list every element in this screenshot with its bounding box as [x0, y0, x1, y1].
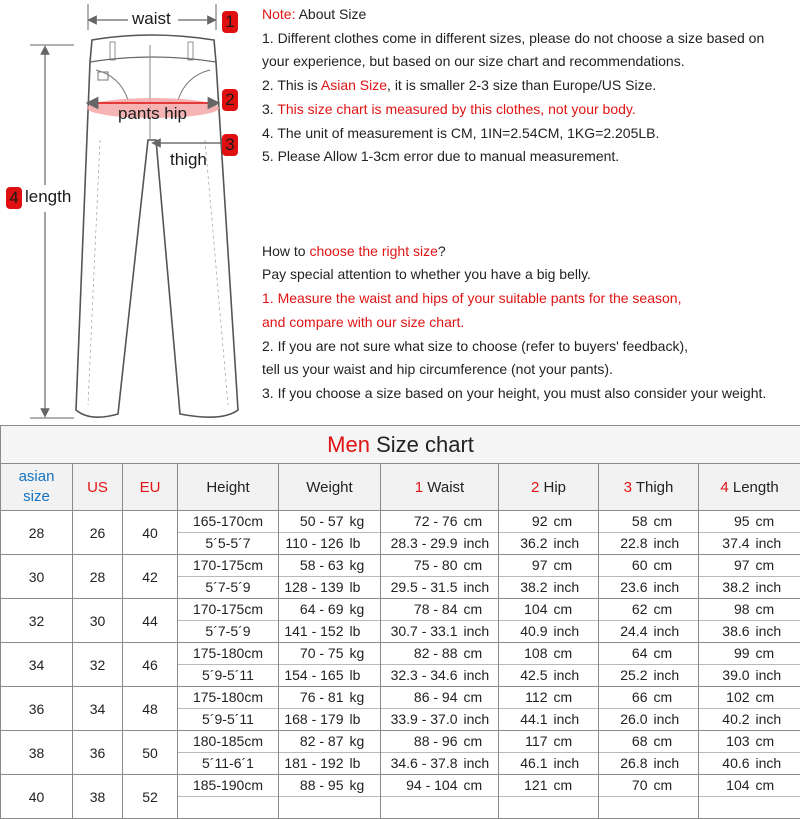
hip-cell [499, 643, 599, 687]
weight-cell-metric-value: 88 - 95 [282, 775, 344, 796]
table-title [1, 426, 800, 464]
hip-cell [499, 555, 599, 599]
us-size-cell: 26 [73, 511, 123, 555]
table-row [1, 731, 800, 775]
height-cm: 175-180cm [178, 643, 278, 664]
length-cell-imperial-unit [750, 797, 790, 818]
us-size-cell: 34 [73, 687, 123, 731]
length-cell-imperial-unit: inch [750, 709, 790, 730]
length-cell-metric-value: 97 [710, 555, 750, 576]
height-cm: 165-170cm [178, 511, 278, 532]
waist-cell-imperial-unit: inch [458, 577, 498, 598]
length-cell-imperial-value: 38.6 [710, 621, 750, 642]
weight-cell-imperial-value [282, 797, 344, 818]
title-men: Men [327, 432, 370, 457]
weight-cell-metric-value: 82 - 87 [282, 731, 344, 752]
waist-cell-imperial-value: 29.5 - 31.5 [382, 577, 458, 598]
hip-cell-metric-value: 121 [510, 775, 548, 796]
waist-cell [381, 687, 499, 731]
length-cell-metric-unit: cm [750, 599, 790, 620]
thigh-number-badge: 3 [222, 134, 238, 156]
thigh-cell-metric-unit: cm [648, 643, 688, 664]
weight-cell-metric-value: 58 - 63 [282, 555, 344, 576]
note-line-1: 1. Different clothes come in different sizes, please do not choose a size based on [262, 28, 764, 48]
table-row [1, 775, 800, 819]
thigh-cell-metric-unit: cm [648, 555, 688, 576]
thigh-cell-metric-value: 62 [610, 599, 648, 620]
height-cell [178, 775, 279, 819]
hip-cell-metric-unit: cm [548, 687, 588, 708]
thigh-cell-metric-value: 68 [610, 731, 648, 752]
us-size-cell: 30 [73, 599, 123, 643]
weight-cell-metric-unit: kg [344, 687, 378, 708]
header-hip [499, 464, 599, 511]
asian-size-cell: 30 [1, 555, 73, 599]
thigh-cell-imperial-unit: inch [648, 709, 688, 730]
weight-cell-imperial-unit: lb [344, 665, 378, 686]
waist-cell-metric-value: 86 - 94 [382, 687, 458, 708]
header-weight: Weight [279, 464, 381, 511]
hip-cell-imperial-value: 40.9 [510, 621, 548, 642]
thigh-cell-metric-value: 70 [610, 775, 648, 796]
hip-cell [499, 511, 599, 555]
asian-size-cell: 40 [1, 775, 73, 819]
waist-cell-metric-value: 72 - 76 [382, 511, 458, 532]
length-cell-metric-unit: cm [750, 643, 790, 664]
weight-cell-metric-value: 50 - 57 [282, 511, 344, 532]
asian-size-cell: 32 [1, 599, 73, 643]
table-body [1, 511, 800, 819]
hip-cell-imperial-unit: inch [548, 753, 588, 774]
howto-line-2-cont: tell us your waist and hip circumference (not your pants). [262, 359, 613, 379]
hip-cell-imperial-unit: inch [548, 533, 588, 554]
header-number: 4 [720, 479, 728, 496]
thigh-cell [599, 511, 699, 555]
thigh-cell-imperial-unit: inch [648, 577, 688, 598]
weight-cell-imperial-value: 141 - 152 [282, 621, 344, 642]
header-height: Height [178, 464, 279, 511]
height-cell [178, 731, 279, 775]
waist-cell-metric-unit: cm [458, 775, 498, 796]
waist-cell-imperial-unit: inch [458, 533, 498, 554]
howto-line-1-cont: and compare with our size chart. [262, 312, 464, 332]
height-cm: 175-180cm [178, 687, 278, 708]
height-ft: 5´5-5´7 [178, 532, 278, 554]
eu-size-cell: 50 [123, 731, 178, 775]
thigh-cell-metric-value: 64 [610, 643, 648, 664]
howto-heading [262, 241, 446, 261]
note-heading [262, 4, 366, 24]
height-cell [178, 599, 279, 643]
waist-cell [381, 555, 499, 599]
height-ft: 5´11-6´1 [178, 752, 278, 774]
pants-hip-label: pants hip [118, 104, 187, 124]
thigh-cell [599, 687, 699, 731]
thigh-cell-metric-value: 60 [610, 555, 648, 576]
thigh-cell-metric-value: 66 [610, 687, 648, 708]
hip-cell-metric-unit: cm [548, 643, 588, 664]
eu-size-cell: 42 [123, 555, 178, 599]
header-eu: EU [123, 464, 178, 511]
thigh-cell-imperial-value: 26.8 [610, 753, 648, 774]
hip-cell-imperial-unit: inch [548, 665, 588, 686]
weight-cell-imperial-value: 154 - 165 [282, 665, 344, 686]
note-line-3 [262, 99, 636, 119]
weight-cell-imperial-value: 128 - 139 [282, 577, 344, 598]
header-text: Hip [539, 479, 566, 496]
thigh-cell-imperial-value: 25.2 [610, 665, 648, 686]
height-cm: 180-185cm [178, 731, 278, 752]
waist-label: waist [132, 9, 171, 29]
weight-cell [279, 511, 381, 555]
note-line-2 [262, 75, 656, 95]
weight-cell-imperial-unit: lb [344, 533, 378, 554]
waist-cell-metric-value: 78 - 84 [382, 599, 458, 620]
length-cell [699, 731, 800, 775]
length-cell-metric-value: 104 [710, 775, 750, 796]
thigh-cell-metric-unit: cm [648, 687, 688, 708]
weight-cell-imperial-value: 168 - 179 [282, 709, 344, 730]
weight-cell [279, 775, 381, 819]
length-cell-imperial-value: 40.6 [710, 753, 750, 774]
eu-size-cell: 44 [123, 599, 178, 643]
thigh-cell-metric-unit: cm [648, 731, 688, 752]
height-ft: 5´7-5´9 [178, 576, 278, 598]
thigh-cell-metric-unit: cm [648, 599, 688, 620]
length-cell-metric-unit: cm [750, 687, 790, 708]
hip-cell [499, 731, 599, 775]
title-size-chart: Size chart [370, 432, 474, 457]
height-cell [178, 555, 279, 599]
weight-cell-imperial-value: 181 - 192 [282, 753, 344, 774]
note-line-5: 5. Please Allow 1-3cm error due to manual measurement. [262, 146, 619, 166]
header-number: 2 [531, 479, 539, 496]
thigh-cell-imperial-unit: inch [648, 533, 688, 554]
weight-cell-metric-unit: kg [344, 599, 378, 620]
measured-by-clothes-highlight: This size chart is measured by this clothes, not your body. [277, 101, 635, 117]
thigh-cell-imperial-unit: inch [648, 621, 688, 642]
us-size-cell: 28 [73, 555, 123, 599]
hip-cell-imperial-unit: inch [548, 577, 588, 598]
thigh-cell-metric-unit: cm [648, 511, 688, 532]
length-cell-imperial-value [710, 797, 750, 818]
weight-cell-metric-unit: kg [344, 775, 378, 796]
waist-cell-metric-value: 75 - 80 [382, 555, 458, 576]
thigh-cell-imperial-unit [648, 797, 688, 818]
length-number-badge: 4 [6, 187, 22, 209]
length-cell-imperial-value: 38.2 [710, 577, 750, 598]
waist-cell-imperial-unit: inch [458, 753, 498, 774]
weight-cell-imperial-unit [344, 797, 378, 818]
eu-size-cell: 46 [123, 643, 178, 687]
waist-cell-imperial-unit: inch [458, 621, 498, 642]
hip-cell [499, 775, 599, 819]
height-cell [178, 643, 279, 687]
hip-cell-metric-value: 97 [510, 555, 548, 576]
thigh-cell-imperial-value: 26.0 [610, 709, 648, 730]
header-text: size [23, 488, 50, 505]
header-number: 1 [415, 479, 423, 496]
note-text: ? [438, 243, 446, 259]
pants-measurement-diagram [0, 0, 255, 425]
header-text: asian [19, 468, 55, 485]
us-size-cell: 36 [73, 731, 123, 775]
header-waist [381, 464, 499, 511]
us-size-cell: 32 [73, 643, 123, 687]
hip-cell-metric-value: 104 [510, 599, 548, 620]
hip-cell-imperial-value: 46.1 [510, 753, 548, 774]
thigh-cell-metric-value: 58 [610, 511, 648, 532]
waist-cell [381, 511, 499, 555]
length-cell-metric-unit: cm [750, 731, 790, 752]
length-cell-imperial-value: 37.4 [710, 533, 750, 554]
hip-cell-metric-unit: cm [548, 511, 588, 532]
note-line-1-cont: your experience, but based on our size chart and recommendations. [262, 51, 685, 71]
weight-cell-metric-value: 64 - 69 [282, 599, 344, 620]
header-number: 3 [624, 479, 632, 496]
waist-cell-metric-unit: cm [458, 643, 498, 664]
us-size-cell: 38 [73, 775, 123, 819]
length-label: length [25, 187, 71, 207]
weight-cell-imperial-unit: lb [344, 709, 378, 730]
length-cell-metric-unit: cm [750, 511, 790, 532]
waist-cell-imperial-value: 34.6 - 37.8 [382, 753, 458, 774]
hip-cell [499, 687, 599, 731]
hip-cell-imperial-unit: inch [548, 709, 588, 730]
height-cell [178, 511, 279, 555]
length-cell-metric-unit: cm [750, 775, 790, 796]
hip-cell-imperial-value [510, 797, 548, 818]
waist-cell-metric-unit: cm [458, 731, 498, 752]
weight-cell-imperial-unit: lb [344, 753, 378, 774]
header-text: Thigh [632, 479, 673, 496]
note-text: How to [262, 243, 309, 259]
note-label: Note: [262, 6, 295, 22]
waist-cell [381, 599, 499, 643]
length-cell-metric-value: 99 [710, 643, 750, 664]
height-ft [178, 796, 278, 818]
hip-cell-imperial-value: 36.2 [510, 533, 548, 554]
length-cell [699, 687, 800, 731]
waist-cell-imperial-value [382, 797, 458, 818]
waist-cell [381, 643, 499, 687]
length-cell-metric-value: 95 [710, 511, 750, 532]
header-thigh [599, 464, 699, 511]
note-title: About Size [295, 6, 366, 22]
note-text: 2. This is [262, 77, 321, 93]
weight-cell-imperial-unit: lb [344, 577, 378, 598]
thigh-cell-metric-unit: cm [648, 775, 688, 796]
weight-cell-metric-unit: kg [344, 555, 378, 576]
waist-cell-metric-unit: cm [458, 599, 498, 620]
length-cell-imperial-unit: inch [750, 753, 790, 774]
table-row [1, 599, 800, 643]
height-cm: 185-190cm [178, 775, 278, 796]
waist-cell-imperial-value: 30.7 - 33.1 [382, 621, 458, 642]
asian-size-cell: 28 [1, 511, 73, 555]
eu-size-cell: 40 [123, 511, 178, 555]
weight-cell-metric-unit: kg [344, 511, 378, 532]
header-text: Length [729, 479, 779, 496]
waist-number-badge: 1 [222, 11, 238, 33]
howto-line-1: 1. Measure the waist and hips of your suitable pants for the season, [262, 288, 681, 308]
weight-cell [279, 687, 381, 731]
table-row [1, 687, 800, 731]
waist-cell-imperial-value: 33.9 - 37.0 [382, 709, 458, 730]
height-ft: 5´9-5´11 [178, 708, 278, 730]
table-header-row [1, 464, 800, 511]
height-ft: 5´9-5´11 [178, 664, 278, 686]
length-cell-imperial-unit: inch [750, 665, 790, 686]
thigh-cell-imperial-value: 24.4 [610, 621, 648, 642]
waist-cell-metric-unit: cm [458, 511, 498, 532]
length-cell-metric-value: 102 [710, 687, 750, 708]
table-row [1, 643, 800, 687]
waist-cell-imperial-unit [458, 797, 498, 818]
hip-cell-metric-unit: cm [548, 555, 588, 576]
asian-size-cell: 34 [1, 643, 73, 687]
waist-cell-imperial-value: 32.3 - 34.6 [382, 665, 458, 686]
note-text: , it is smaller 2-3 size than Europe/US Size. [387, 77, 656, 93]
height-cm: 170-175cm [178, 555, 278, 576]
header-us: US [73, 464, 123, 511]
hip-cell-imperial-value: 42.5 [510, 665, 548, 686]
length-cell-imperial-unit: inch [750, 621, 790, 642]
hip-cell-imperial-unit: inch [548, 621, 588, 642]
hip-cell-metric-value: 112 [510, 687, 548, 708]
thigh-cell [599, 643, 699, 687]
hip-cell-metric-value: 108 [510, 643, 548, 664]
length-cell-metric-value: 103 [710, 731, 750, 752]
hip-cell [499, 599, 599, 643]
note-text: 3. [262, 101, 277, 117]
eu-size-cell: 48 [123, 687, 178, 731]
hip-number-badge: 2 [222, 89, 238, 111]
weight-cell [279, 731, 381, 775]
length-cell-imperial-unit: inch [750, 577, 790, 598]
thigh-cell [599, 555, 699, 599]
waist-cell-imperial-unit: inch [458, 709, 498, 730]
table-row [1, 555, 800, 599]
weight-cell-imperial-unit: lb [344, 621, 378, 642]
eu-size-cell: 52 [123, 775, 178, 819]
thigh-cell-imperial-unit: inch [648, 753, 688, 774]
height-cm: 170-175cm [178, 599, 278, 620]
hip-cell-metric-unit: cm [548, 731, 588, 752]
choose-size-highlight: choose the right size [309, 243, 437, 259]
asian-size-cell: 36 [1, 687, 73, 731]
note-line-4: 4. The unit of measurement is CM, 1IN=2.54CM, 1KG=2.205LB. [262, 123, 659, 143]
length-cell-metric-unit: cm [750, 555, 790, 576]
weight-cell-metric-unit: kg [344, 731, 378, 752]
thigh-cell-imperial-value [610, 797, 648, 818]
thigh-label: thigh [170, 150, 207, 170]
length-cell-metric-value: 98 [710, 599, 750, 620]
hip-cell-imperial-value: 38.2 [510, 577, 548, 598]
length-cell-imperial-value: 40.2 [710, 709, 750, 730]
header-asian-size [1, 464, 73, 511]
hip-cell-imperial-unit [548, 797, 588, 818]
length-cell [699, 643, 800, 687]
howto-line-3: 3. If you choose a size based on your height, you must also consider your weight. [262, 383, 766, 403]
waist-cell-metric-value: 88 - 96 [382, 731, 458, 752]
howto-line-belly: Pay special attention to whether you have a big belly. [262, 264, 591, 284]
asian-size-highlight: Asian Size [321, 77, 387, 93]
weight-cell [279, 555, 381, 599]
length-cell-imperial-unit: inch [750, 533, 790, 554]
thigh-cell [599, 775, 699, 819]
header-text: Waist [423, 479, 464, 496]
weight-cell-metric-value: 70 - 75 [282, 643, 344, 664]
length-cell [699, 775, 800, 819]
length-cell [699, 555, 800, 599]
weight-cell-metric-value: 76 - 81 [282, 687, 344, 708]
waist-cell-metric-value: 82 - 88 [382, 643, 458, 664]
height-cell [178, 687, 279, 731]
thigh-cell [599, 599, 699, 643]
weight-cell-imperial-value: 110 - 126 [282, 533, 344, 554]
waist-cell-metric-unit: cm [458, 555, 498, 576]
thigh-cell-imperial-unit: inch [648, 665, 688, 686]
waist-cell-metric-value: 94 - 104 [382, 775, 458, 796]
weight-cell [279, 599, 381, 643]
length-cell [699, 599, 800, 643]
waist-cell [381, 731, 499, 775]
weight-cell-metric-unit: kg [344, 643, 378, 664]
hip-cell-imperial-value: 44.1 [510, 709, 548, 730]
waist-cell [381, 775, 499, 819]
hip-cell-metric-value: 92 [510, 511, 548, 532]
howto-line-2: 2. If you are not sure what size to choose (refer to buyers' feedback), [262, 336, 688, 356]
height-ft: 5´7-5´9 [178, 620, 278, 642]
waist-cell-imperial-unit: inch [458, 665, 498, 686]
length-cell [699, 511, 800, 555]
table-row [1, 511, 800, 555]
hip-cell-metric-value: 117 [510, 731, 548, 752]
hip-cell-metric-unit: cm [548, 775, 588, 796]
waist-cell-imperial-value: 28.3 - 29.9 [382, 533, 458, 554]
pants-drawing [0, 0, 255, 425]
thigh-cell-imperial-value: 23.6 [610, 577, 648, 598]
length-cell-imperial-value: 39.0 [710, 665, 750, 686]
asian-size-cell: 38 [1, 731, 73, 775]
header-length [699, 464, 800, 511]
thigh-cell-imperial-value: 22.8 [610, 533, 648, 554]
waist-cell-metric-unit: cm [458, 687, 498, 708]
men-size-chart-table [0, 425, 800, 819]
hip-cell-metric-unit: cm [548, 599, 588, 620]
weight-cell [279, 643, 381, 687]
thigh-cell [599, 731, 699, 775]
